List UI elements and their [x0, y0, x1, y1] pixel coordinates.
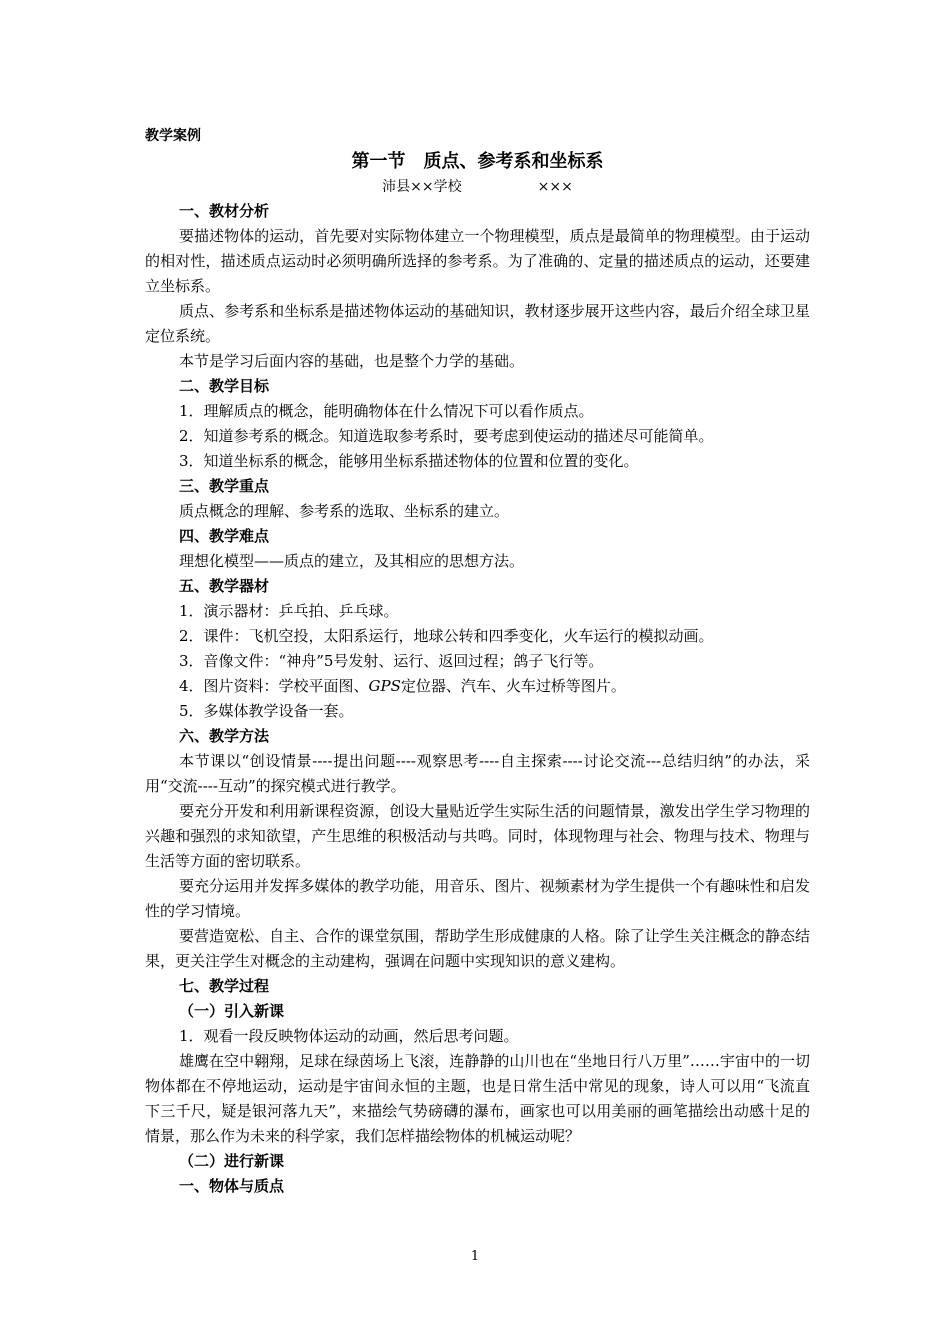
section-heading-5: 五、教学器材 — [179, 577, 270, 595]
section-heading-2: 二、教学目标 — [179, 377, 270, 395]
list-item: 3．知道坐标系的概念，能够用坐标系描述物体的位置和位置的变化。 — [179, 452, 639, 470]
header-label: 教学案例 — [145, 128, 201, 144]
author-school: 沛县××学校 — [382, 179, 462, 195]
section-heading-1: 一、教材分析 — [179, 202, 270, 220]
paragraph: 本节课以“创设情景----提出问题----观察思考----自主探索----讨论交流---总结归纳”的办法，采用“交流----互动”的探究模式进行教学。 — [145, 752, 810, 795]
author-name: ××× — [537, 179, 573, 195]
subsection-heading: （一）引入新课 — [179, 1002, 285, 1020]
list-item: 1．观看一段反映物体运动的动画，然后思考问题。 — [179, 1027, 519, 1045]
section-heading-7: 七、教学过程 — [179, 977, 270, 995]
list-item: 理想化模型——质点的建立，及其相应的思想方法。 — [179, 552, 525, 570]
section-heading-4: 四、教学难点 — [179, 527, 270, 545]
list-item: 1．演示器材：乒乓拍、乒乓球。 — [179, 602, 399, 620]
gps-text: GPS — [368, 677, 401, 695]
subsection-heading: （二）进行新课 — [179, 1152, 285, 1170]
list-item-text: 定位器、汽车、火车过桥等图片。 — [400, 677, 626, 695]
list-item: 质点概念的理解、参考系的选取、坐标系的建立。 — [179, 502, 510, 520]
section-heading-3: 三、教学重点 — [179, 477, 270, 495]
list-item: 1．理解质点的概念，能明确物体在什么情况下可以看作质点。 — [179, 402, 594, 420]
paragraph: 质点、参考系和坐标系是描述物体运动的基础知识，教材逐步展开这些内容，最后介绍全球卫星定位系统。 — [145, 302, 810, 345]
section-heading-6: 六、教学方法 — [179, 727, 270, 745]
list-item: 3．音像文件：“神舟”5号发射、运行、返回过程；鸽子飞行等。 — [179, 652, 604, 670]
paragraph: 雄鹰在空中翱翔，足球在绿茵场上飞滚，连静静的山川也在“坐地日行八万里”……宇宙中的一切物体都在不停地运动，运动是宇宙间永恒的主题，也是日常生活中常见的现象，诗人可以用“飞流直下三千尺，疑是银河落九天”，来描绘气势磅礴的瀑布，画家也可以用美丽的画笔描绘出动感十足的情景，那么作为未来的科学家，我们怎样描绘物体的机械运动呢？ — [145, 1052, 810, 1145]
list-item: 2．知道参考系的概念。知道选取参考系时，要考虑到使运动的描述尽可能简单。 — [179, 427, 714, 445]
paragraph: 要充分开发和利用新课程资源，创设大量贴近学生实际生活的问题情景，激发出学生学习物理的兴趣和强烈的求知欲望，产生思维的积极活动与共鸣。同时，体现物理与社会、物理与技术、物理与生活等方面的密切联系。 — [145, 802, 810, 870]
paragraph: 本节是学习后面内容的基础，也是整个力学的基础。 — [179, 352, 525, 370]
page-title: 第一节 质点、参考系和坐标系 — [351, 151, 604, 172]
page-number: 1 — [470, 1249, 480, 1264]
list-item-text: 4．图片资料：学校平面图、 — [179, 677, 369, 695]
list-item — [145, 674, 810, 699]
paragraph: 要描述物体的运动，首先要对实际物体建立一个物理模型，质点是最简单的物理模型。由于运动的相对性，描述质点运动时必须明确所选择的参考系。为了准确的、定量的描述质点的运动，还要建立坐标系。 — [145, 227, 810, 295]
paragraph: 要充分运用并发挥多媒体的教学功能，用音乐、图片、视频素材为学生提供一个有趣味性和启发性的学习情境。 — [145, 877, 810, 920]
paragraph: 要营造宽松、自主、合作的课堂氛围，帮助学生形成健康的人格。除了让学生关注概念的静态结果，更关注学生对概念的主动建构，强调在问题中实现知识的意义建构。 — [145, 927, 810, 970]
list-item: 5．多媒体教学设备一套。 — [179, 702, 354, 720]
document-body — [145, 124, 810, 1199]
author-line — [145, 175, 810, 199]
list-item: 2．课件：飞机空投，太阳系运行，地球公转和四季变化，火车运行的模拟动画。 — [179, 627, 714, 645]
subsection-topic-heading: 一、物体与质点 — [179, 1177, 285, 1195]
